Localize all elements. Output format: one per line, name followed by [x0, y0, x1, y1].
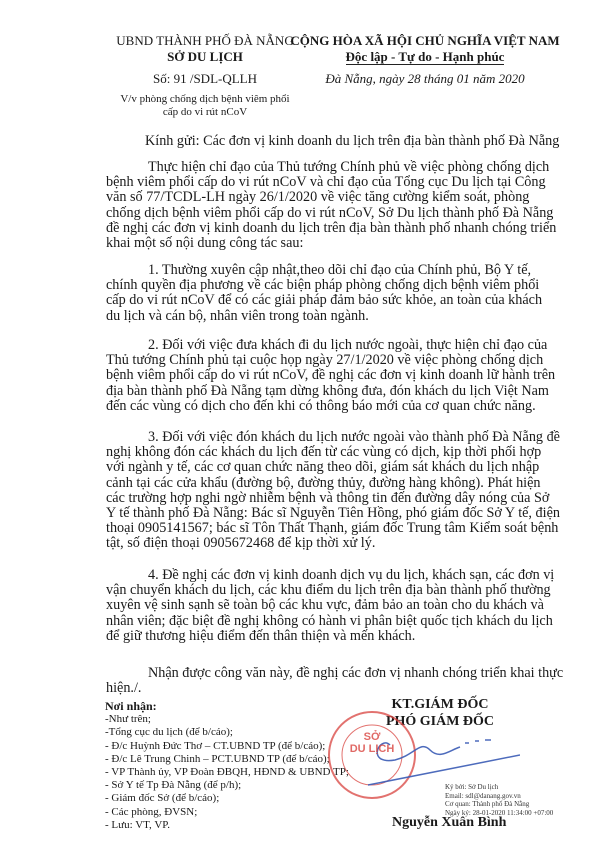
text-line: 2. Đối với việc đưa khách đi du lịch nước ngoài, thực hiện chỉ đạo của [148, 337, 548, 353]
subject-line: V/v phòng chống dịch bệnh viêm phổi [120, 93, 290, 105]
text-line: Y tế thành phố Đà Nẵng: Bác sĩ Nguyễn Tiên Hồng, phó giám đốc Sở Y tế, điện [106, 505, 560, 522]
item-3 [106, 429, 560, 552]
recipient-item: -Tổng cục du lịch (để b/cáo); [105, 726, 233, 739]
nation-title: CỘNG HÒA XÃ HỘI CHỦ NGHĨA VIỆT NAM [290, 33, 560, 48]
recipient-item: - Đ/c Huỳnh Đức Thơ – CT.UBND TP (để b/cáo); [105, 739, 326, 752]
text-line: văn số 77/TCDL-LH ngày 26/1/2020 về việc tăng cường kiểm soát, phòng [106, 189, 530, 206]
intro-paragraph [106, 159, 557, 252]
text-line: cảnh tại các cửa khẩu (đường bộ, đường thủy, đường hàng không). Phát hiện [106, 474, 541, 491]
text-line: thoại 0905141567; bác sĩ Tôn Thất Thạnh, giám đốc Trung tâm Kiểm soát bệnh [106, 520, 559, 537]
item-1 [106, 262, 543, 324]
document-date: Đà Nẵng, ngày 28 tháng 01 năm 2020 [325, 71, 525, 86]
text-line: nhân viên; đặc biệt đề nghị không có hành vi phân biệt quốc tịch khách du lịch [106, 612, 553, 629]
motto-wrap [290, 48, 560, 66]
text-line: chính quyền địa phương về các biện pháp phòng chống dịch bệnh viêm phổi [106, 277, 540, 294]
text-line: đến các vùng có dịch cho đến khi có thông báo mới của cơ quan chức năng. [106, 397, 536, 414]
closing-paragraph [106, 665, 564, 697]
text-line: vận chuyển khách du lịch, các khu điểm du lịch trên địa bàn thành phố thường [106, 582, 551, 599]
sig-line: Ngày ký: 28-01-2020 11:34:00 +07:00 [445, 808, 554, 817]
text-line: nghị không đón các khách du lịch đến từ các vùng có dịch, kịp thời phối hợp [106, 444, 542, 461]
recipient-item: - Sở Y tế Tp Đà Nẵng (để p/h); [105, 779, 242, 792]
text-line: khai một số nội dung công tác sau: [106, 235, 304, 252]
text-line: Thực hiện chỉ đạo của Thủ tướng Chính phủ về việc phòng chống dịch [148, 159, 550, 175]
stamp-line: DU LỊCH [349, 743, 395, 755]
document-number: Số: 91 /SDL-QLLH [153, 71, 257, 86]
org-name: SỞ DU LỊCH [167, 49, 243, 64]
text-line: cấp do vi rút nCoV để có các giải pháp đảm bảo sức khỏe, an toàn của khách [106, 292, 543, 309]
digital-signature-info [445, 783, 553, 817]
text-line: Thủ tướng Chính phủ tại cuộc họp ngày 27/1/2020 về việc phòng chống dịch [106, 352, 544, 369]
recipient-item: - VP Thành ủy, VP Đoàn ĐBQH, HĐND & UBND TP; [105, 766, 349, 779]
recipients-title: Nơi nhận: [105, 699, 157, 713]
text-line: chống dịch bệnh viêm phổi cấp do vi rút nCoV, Sở Du lịch thành phố Đà Nẵng [106, 204, 554, 221]
text-line: địa bàn thành phố Đà Nẵng tạm dừng không đưa, đón khách du lịch Việt Nam [106, 382, 549, 399]
text-line: 4. Đề nghị các đơn vị kinh doanh dịch vụ du lịch, khách sạn, các đơn vị [148, 567, 555, 583]
org-parent: UBND THÀNH PHỐ ĐÀ NẴNG [116, 33, 294, 48]
signer-name: Nguyễn Xuân Bình [392, 815, 507, 830]
text-line: để giữ thương hiệu điểm đến thân thiện và mến khách. [106, 627, 416, 644]
recipients-list [105, 700, 349, 832]
subject-line: cấp do vi rút nCoV [162, 106, 248, 118]
text-line: 3. Đối với việc đón khách du lịch nước ngoài vào thành phố Đà Nẵng đề [148, 429, 560, 445]
recipient-item: -Như trên; [105, 713, 151, 726]
addressee: Kính gửi: Các đơn vị kinh doanh du lịch trên địa bàn thành phố Đà Nẵng [145, 133, 560, 149]
recipient-item: - Các phòng, ĐVSN; [105, 805, 198, 818]
sig-line: Email: sdl@danang.gov.vn [445, 791, 521, 800]
text-line: các trường hợp nghi ngờ nhiễm bệnh và thông tin đến đường dây nóng của Sở [106, 489, 550, 506]
item-2 [106, 337, 556, 414]
text-line: 1. Thường xuyên cập nhật,theo dõi chỉ đạo của Chính phủ, Bộ Y tế, [148, 262, 532, 278]
text-line: xuyên vệ sinh sạnh sẽ toàn bộ các khu vực, đảm bảo an toàn cho du khách và [106, 597, 544, 614]
text-line: đề nghị các đơn vị kinh doanh du lịch trên địa bàn thành phố nhanh chóng triển [106, 219, 557, 236]
sig-line: Ký bởi: Sở Du lịch [445, 783, 499, 791]
text-line: tật, số điện thoại 0905672468 để kịp thời xử lý. [106, 535, 376, 552]
signer-role-1: KT.GIÁM ĐỐC [391, 697, 489, 712]
stamp-text [332, 731, 412, 755]
text-line: hiện./. [106, 680, 142, 697]
item-4 [106, 567, 555, 644]
text-line: bệnh viêm phổi cấp do vi rút nCoV, đề nghị các đơn vị kinh doanh lữ hành trên [106, 367, 556, 384]
official-stamp [329, 712, 415, 798]
text-line: với ngành y tế, các cơ quan chức năng theo dõi, giám sát khách du lịch nhập [106, 459, 540, 476]
text-line: bệnh viêm phổi cấp do vi rút nCoV và chỉ đạo của Tổng cục Du lịch tại Công [106, 174, 546, 191]
stamp-line: SỞ [363, 731, 381, 743]
recipient-item: - Đ/c Lê Trung Chinh – PCT.UBND TP (để b/cáo); [105, 752, 330, 765]
signer-role-2: PHÓ GIÁM ĐỐC [385, 714, 495, 729]
text-line: Nhận được công văn này, đề nghị các đơn vị nhanh chóng triển khai thực [148, 665, 564, 681]
recipient-item: - Lưu: VT, VP. [105, 818, 170, 831]
recipient-item: - Giám đốc Sở (để b/cáo); [105, 792, 220, 805]
document-subject [105, 93, 305, 119]
text-line: du lịch và cán bộ, nhân viên trong toàn ngành. [106, 307, 369, 324]
sig-line: Cơ quan: Thành phố Đà Nẵng [445, 800, 530, 808]
motto: Độc lập - Tự do - Hạnh phúc [345, 49, 505, 64]
